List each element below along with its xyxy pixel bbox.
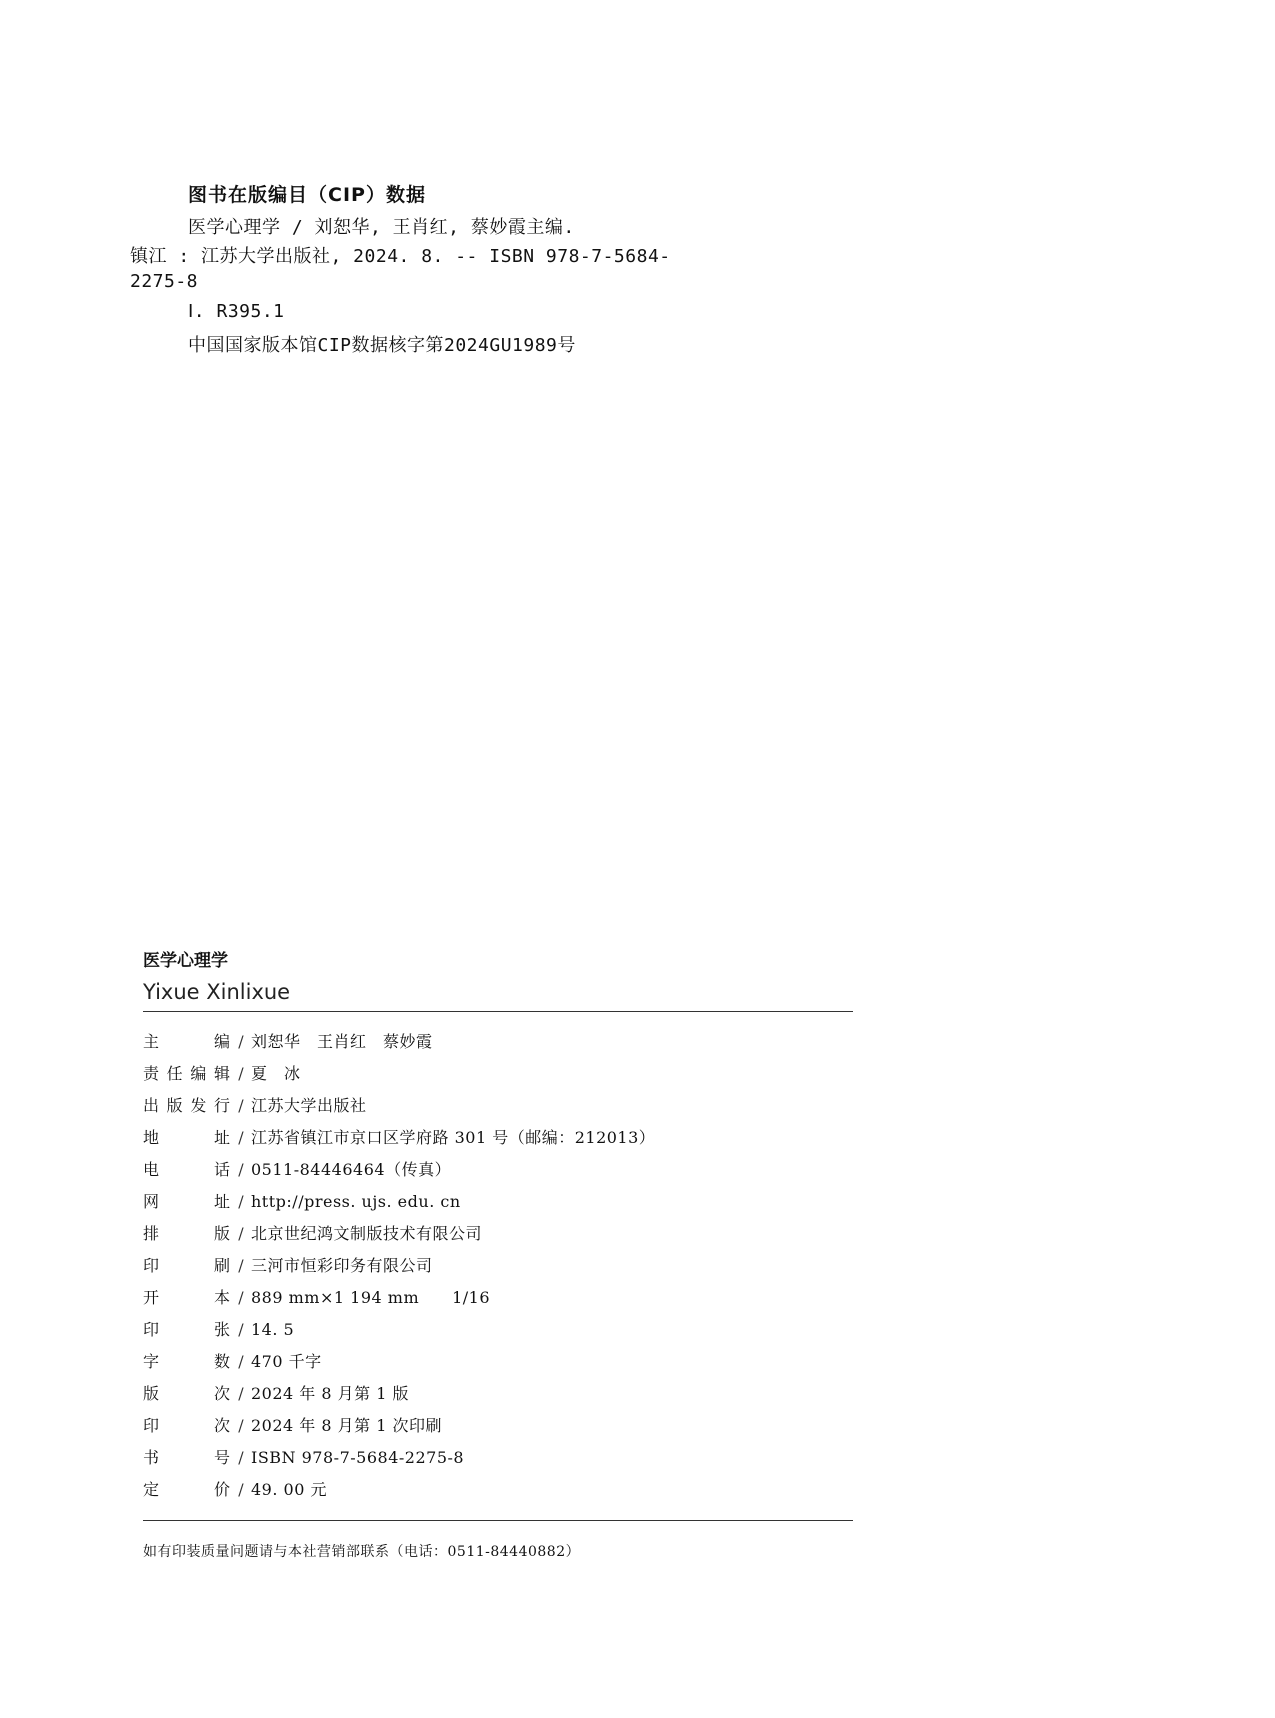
label-char: 数 (213, 1352, 231, 1371)
colophon-value: 889 mm×1 194 mm 1/16 (251, 1288, 491, 1307)
colophon-value: 49. 00 元 (251, 1480, 327, 1499)
colophon-separator: / (238, 1448, 244, 1467)
colophon-row (143, 1413, 853, 1445)
label-char: 责 (143, 1064, 161, 1083)
colophon-label (143, 1413, 231, 1436)
label-char: 次 (213, 1416, 231, 1435)
label-char: 开 (143, 1288, 161, 1307)
label-char: 印 (143, 1416, 161, 1435)
colophon-row (143, 1445, 853, 1477)
label-char: 地 (143, 1128, 161, 1147)
colophon-label (143, 1381, 231, 1404)
colophon-value: 2024 年 8 月第 1 次印刷 (251, 1416, 443, 1435)
label-char: 主 (143, 1032, 161, 1051)
book-title-pinyin: Yixue Xinlixue (143, 980, 291, 1004)
label-char: 字 (143, 1352, 161, 1371)
cip-line-cip-number: 中国国家版本馆CIP数据核字第2024GU1989号 (188, 335, 576, 356)
colophon-row (143, 1253, 853, 1285)
label-char: 印 (143, 1320, 161, 1339)
colophon-separator: / (238, 1320, 244, 1339)
colophon-value: 北京世纪鸿文制版技术有限公司 (251, 1224, 483, 1243)
colophon-separator: / (238, 1128, 244, 1147)
quality-contact-note: 如有印装质量问题请与本社营销部联系（电话：0511-84440882） (143, 1544, 581, 1560)
colophon-value: ISBN 978-7-5684-2275-8 (251, 1448, 465, 1467)
colophon-separator: / (238, 1192, 244, 1211)
colophon-row (143, 1285, 853, 1317)
colophon-label (143, 1157, 231, 1180)
colophon-value: 14. 5 (251, 1320, 295, 1339)
colophon-label (143, 1285, 231, 1308)
colophon (143, 950, 853, 1561)
label-char: 发 (190, 1096, 208, 1115)
colophon-separator: / (238, 1160, 244, 1179)
colophon-separator: / (238, 1288, 244, 1307)
colophon-value: http://press. ujs. edu. cn (251, 1192, 461, 1211)
label-char: 出 (143, 1096, 161, 1115)
colophon-label (143, 1029, 231, 1052)
colophon-value: 三河市恒彩印务有限公司 (251, 1256, 433, 1275)
label-char: 排 (143, 1224, 161, 1243)
label-char: 本 (213, 1288, 231, 1307)
colophon-row (143, 1029, 853, 1061)
colophon-separator: / (238, 1032, 244, 1051)
colophon-label (143, 1125, 231, 1148)
label-char: 电 (143, 1160, 161, 1179)
colophon-row (143, 1189, 853, 1221)
label-char: 书 (143, 1448, 161, 1467)
colophon-label (143, 1349, 231, 1372)
colophon-value: 470 千字 (251, 1352, 322, 1371)
colophon-separator: / (238, 1384, 244, 1403)
colophon-row (143, 1157, 853, 1189)
colophon-row (143, 1381, 853, 1413)
label-char: 编 (213, 1032, 231, 1051)
colophon-row (143, 1221, 853, 1253)
label-char: 刷 (213, 1256, 231, 1275)
colophon-separator: / (238, 1480, 244, 1499)
colophon-details (143, 1029, 853, 1509)
colophon-row (143, 1061, 853, 1093)
label-char: 版 (213, 1224, 231, 1243)
label-char: 版 (166, 1096, 184, 1115)
colophon-value: 江苏省镇江市京口区学府路 301 号（邮编：212013） (251, 1128, 656, 1147)
colophon-label (143, 1093, 231, 1116)
cip-line-classification: Ⅰ. R395.1 (188, 301, 285, 322)
label-char: 编 (190, 1064, 208, 1083)
cip-line-title-authors: 医学心理学 / 刘恕华, 王肖红, 蔡妙霞主编. (188, 217, 575, 238)
cip-title: 图书在版编目（CIP）数据 (188, 184, 426, 206)
label-char: 价 (213, 1480, 231, 1499)
colophon-separator: / (238, 1352, 244, 1371)
label-char: 址 (213, 1192, 231, 1211)
colophon-label (143, 1221, 231, 1244)
label-char: 印 (143, 1256, 161, 1275)
bottom-divider (143, 1520, 853, 1521)
colophon-value: 夏 冰 (251, 1064, 301, 1083)
book-title-chinese: 医学心理学 (143, 951, 228, 971)
colophon-separator: / (238, 1064, 244, 1083)
colophon-row (143, 1349, 853, 1381)
label-char: 版 (143, 1384, 161, 1403)
label-char: 网 (143, 1192, 161, 1211)
colophon-separator: / (238, 1416, 244, 1435)
top-divider (143, 1011, 853, 1012)
label-char: 定 (143, 1480, 161, 1499)
colophon-label (143, 1189, 231, 1212)
colophon-label (143, 1477, 231, 1500)
colophon-value: 江苏大学出版社 (251, 1096, 367, 1115)
cip-line-publisher-isbn: 镇江 : 江苏大学出版社, 2024. 8. -- ISBN 978-7-5684- (130, 246, 671, 267)
label-char: 号 (213, 1448, 231, 1467)
label-char: 张 (213, 1320, 231, 1339)
colophon-value: 2024 年 8 月第 1 版 (251, 1384, 410, 1403)
colophon-row (143, 1477, 853, 1509)
colophon-separator: / (238, 1256, 244, 1275)
colophon-row (143, 1093, 853, 1125)
cip-line-isbn-continued: 2275-8 (130, 271, 199, 292)
colophon-label (143, 1253, 231, 1276)
label-char: 次 (213, 1384, 231, 1403)
colophon-label (143, 1445, 231, 1468)
label-char: 任 (166, 1064, 184, 1083)
label-char: 址 (213, 1128, 231, 1147)
label-char: 辑 (213, 1064, 231, 1083)
colophon-separator: / (238, 1224, 244, 1243)
label-char: 行 (213, 1096, 231, 1115)
colophon-label (143, 1317, 231, 1340)
colophon-value: 0511-84446464（传真） (251, 1160, 452, 1179)
label-char: 话 (213, 1160, 231, 1179)
colophon-separator: / (238, 1096, 244, 1115)
colophon-label (143, 1061, 231, 1084)
colophon-value: 刘恕华 王肖红 蔡妙霞 (251, 1032, 433, 1051)
colophon-row (143, 1317, 853, 1349)
colophon-row (143, 1125, 853, 1157)
